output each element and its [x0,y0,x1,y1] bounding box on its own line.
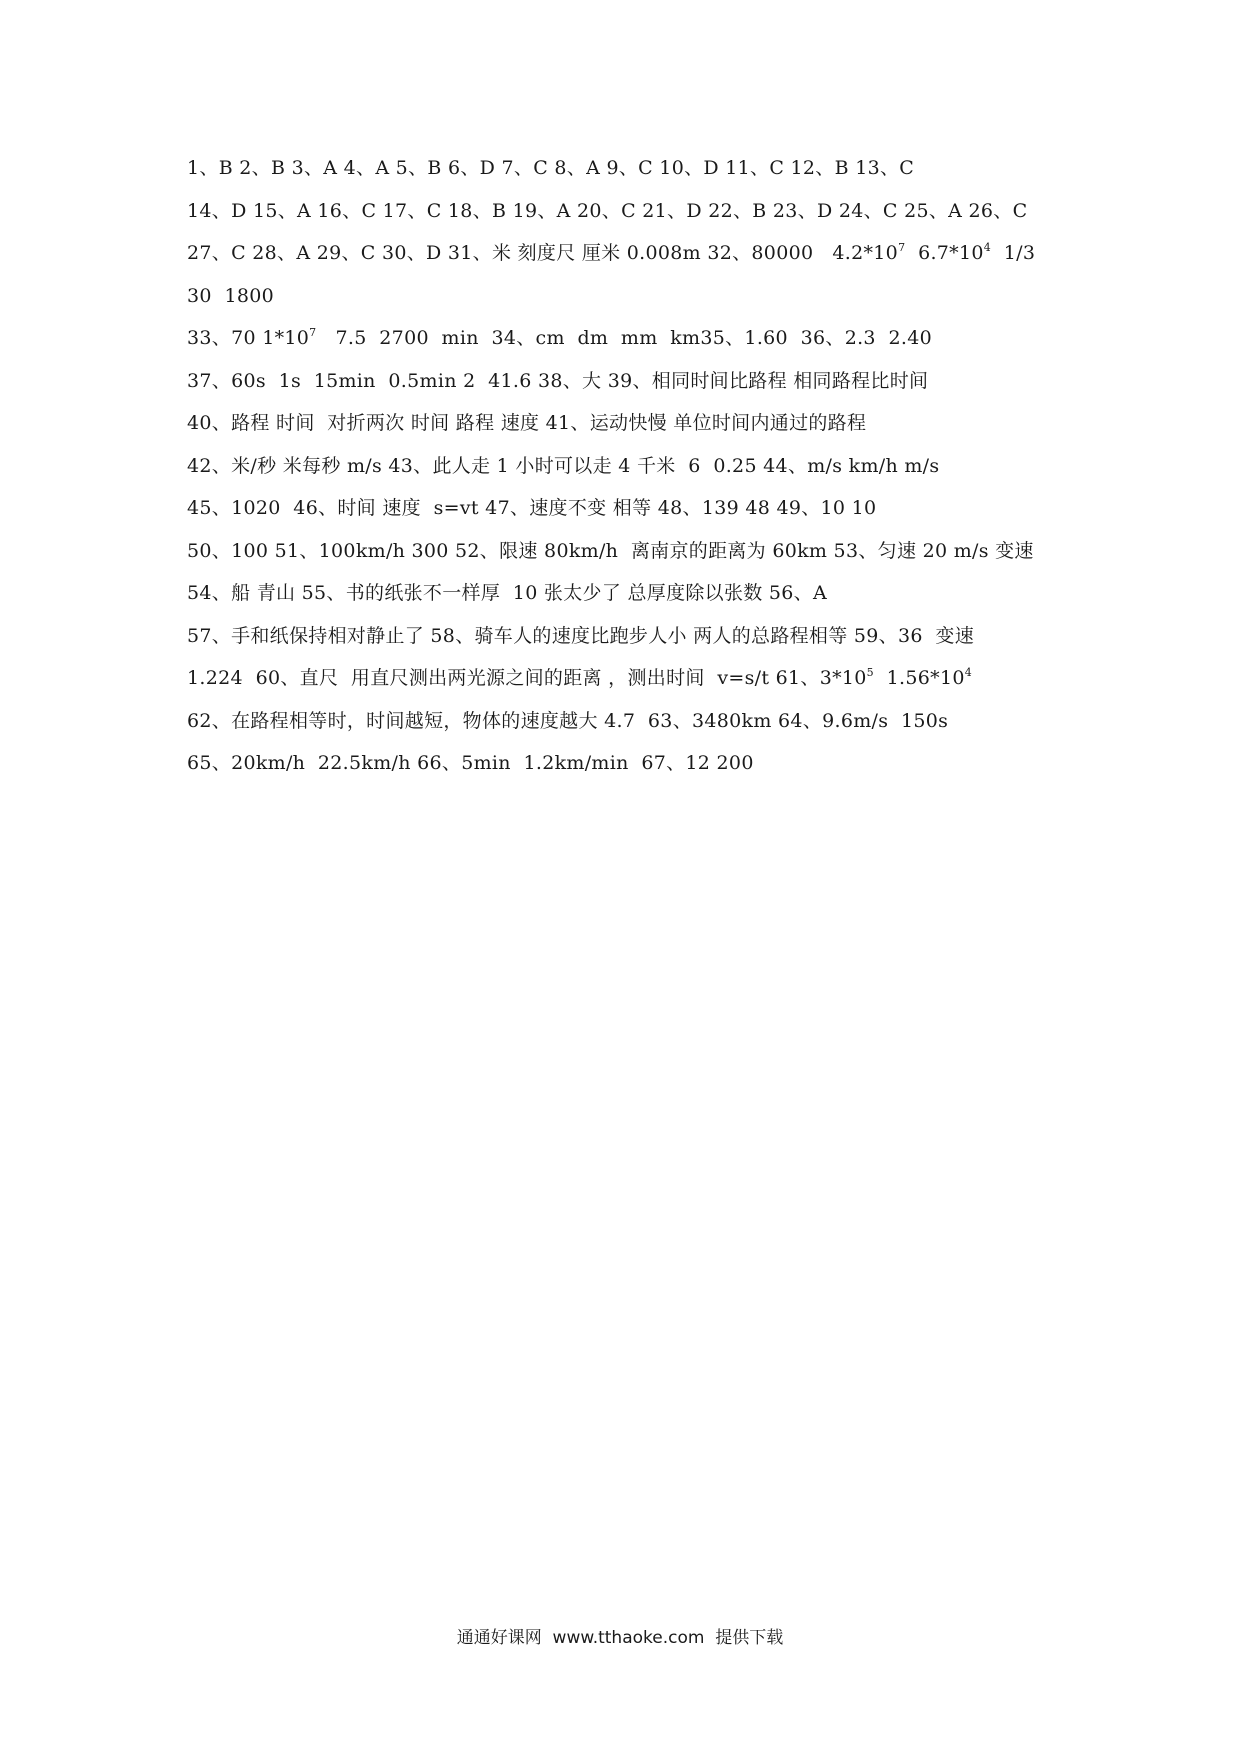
answer-line-3 [187,232,1067,275]
answer-line-1: 1、B 2、B 3、A 4、A 5、B 6、D 7、C 8、A 9、C 10、D 11、C 12、B 13、C [187,157,915,179]
exponent: 4 [964,666,973,679]
answer-line-7: 40、路程 时间 对折两次 时间 路程 速度 41、运动快慢 单位时间内通过的路程 [187,412,867,434]
answer-line-14: 62、在路程相等时，时间越短，物体的速度越大 4.7 63、3480km 64、9.6m/s 150s [187,709,949,732]
answer-line-9: 45、1020 46、时间 速度 s=vt 47、速度不变 相等 48、139 48 49、10 10 [187,497,877,519]
answer-key [187,147,1067,785]
exponent: 4 [983,241,992,254]
answer-line-5-a: 33、70 1*10 [187,327,310,349]
footer-credit: 通通好课网 www.tthaoke.com 提供下载 [456,1628,784,1648]
answer-line-13-b: 1.56*10 [873,667,965,689]
answer-line-12: 57、手和纸保持相对静止了 58、骑车人的速度比跑步人小 两人的总路程相等 59、36 变速 [187,624,975,647]
answer-line-10: 50、100 51、100km/h 300 52、限速 80km/h 离南京的距离为 60km 53、匀速 20 m/s 变速 [187,539,1034,562]
answer-line-13 [187,657,1067,700]
answer-line-3-b: 6.7*10 [905,242,984,264]
answer-line-13-a: 1.224 60、直尺 用直尺测出两光源之间的距离 ，测出时间 v=s/t 61、3*10 [187,667,867,689]
answer-line-2: 14、D 15、A 16、C 17、C 18、B 19、A 20、C 21、D 22、B 23、D 24、C 25、A 26、C [187,199,1028,222]
answer-line-5 [187,317,1067,360]
answer-line-4: 30 1800 [187,284,275,307]
answer-line-15: 65、20km/h 22.5km/h 66、5min 1.2km/min 67、12 200 [187,752,754,774]
exponent: 7 [898,241,906,254]
exponent: 7 [309,326,317,339]
answer-line-5-b: 7.5 2700 min 34、cm dm mm km35、1.60 36、2.3 2.40 [316,327,932,349]
answer-line-6: 37、60s 1s 15min 0.5min 2 41.6 38、大 39、相同时间比路程 相同路程比时间 [187,369,929,392]
answer-line-3-a: 27、C 28、A 29、C 30、D 31、米 刻度尺 厘米 0.008m 32、80000 4.2*10 [187,242,899,264]
answer-line-11: 54、船 青山 55、书的纸张不一样厚 10 张太少了 总厚度除以张数 56、A [187,582,828,604]
answer-line-8: 42、米/秒 米每秒 m/s 43、此人走 1 小时可以走 4 千米 6 0.25 44、m/s km/h m/s [187,454,940,477]
answer-line-3-c: 1/3 [991,242,1036,264]
exponent: 5 [866,666,874,679]
